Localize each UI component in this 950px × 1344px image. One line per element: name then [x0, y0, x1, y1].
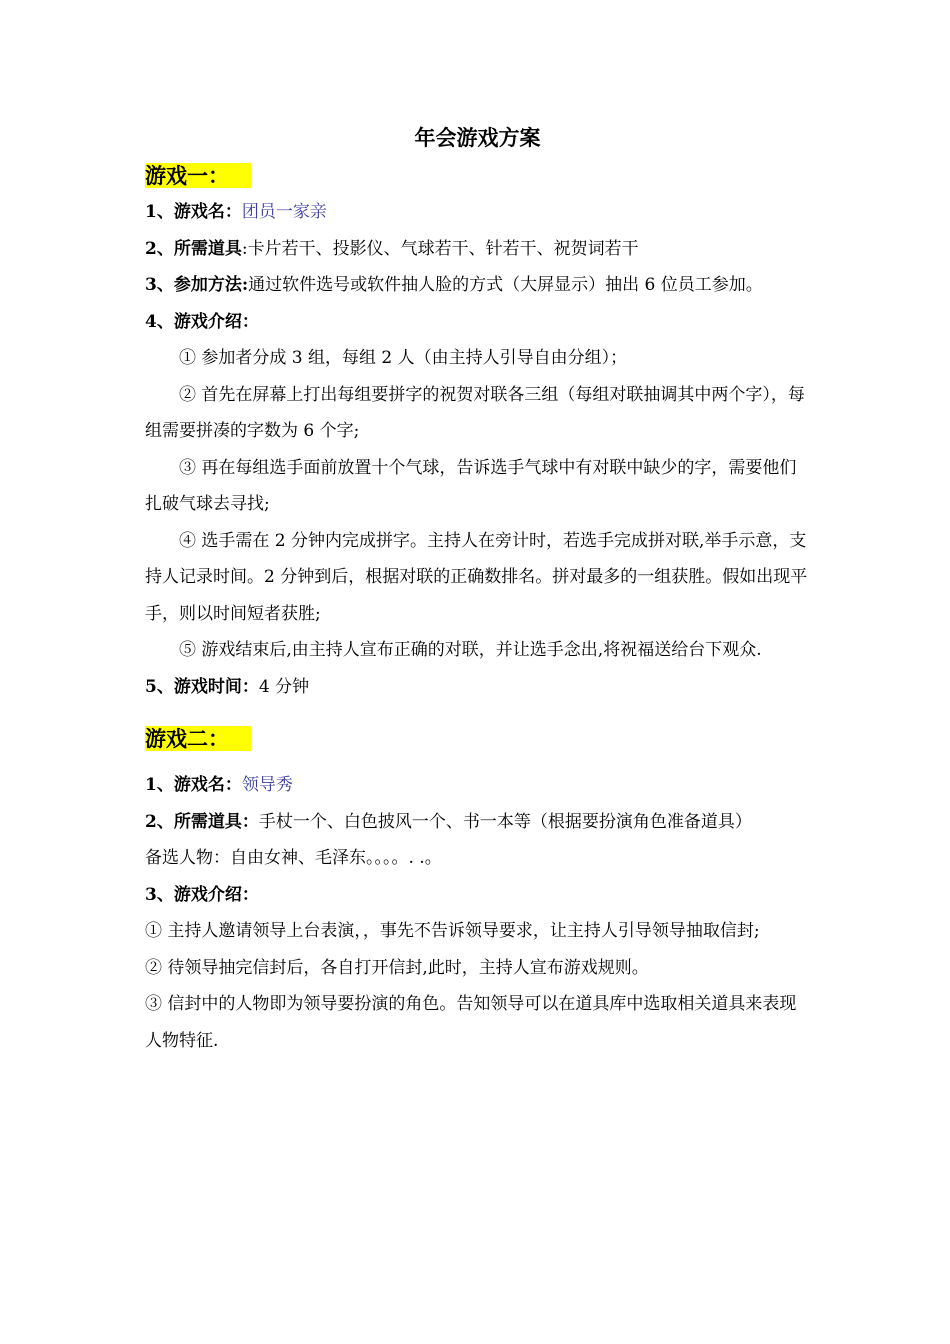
game2-candidates-line: 备选人物：自由女神、毛泽东。。。。. .。 [145, 848, 442, 868]
game1-heading-text: 游戏一： [145, 163, 251, 188]
game1-time-label: 5、游戏时间： [145, 676, 259, 697]
game1-time-value: 4 分钟 [258, 676, 310, 697]
game2-heading-text: 游戏二： [145, 726, 251, 751]
game2-props-value: 手杖一个、白色披风一个、书一本等（根据要扮演角色准备道具） [258, 811, 752, 832]
document-title: 年会游戏方案 [414, 125, 541, 150]
game2-section [145, 719, 810, 1059]
document-page [145, 118, 810, 1059]
game1-method-label: 3、参加方法: [145, 275, 249, 295]
game2-intro-item: ③ 信封中的人物即为领导要扮演的角色。告知领导可以在道具库中选取相关道具来表现人物特征. [145, 994, 797, 1051]
game1-time-line [145, 669, 810, 706]
game2-heading [145, 719, 810, 759]
game2-props-label: 2、所需道具： [145, 811, 259, 832]
game1-name-value: 团员一家亲 [241, 202, 327, 222]
game2-props-line [145, 804, 810, 841]
game1-name-label: 1、游戏名： [145, 202, 242, 222]
game1-intro-item: ④ 选手需在 2 分钟内完成拼字。主持人在旁计时，若选手完成拼对联,举手示意，支持人记录时间。2 分钟到后，根据对联的正确数排名。拼对最多的一组获胜。假如出现平手，则以时间短者获胜; [145, 530, 808, 624]
game1-props-label: 2、所需道具 [145, 238, 242, 259]
game1-intro-item: ⑤ 游戏结束后,由主持人宣布正确的对联，并让选手念出,将祝福送给台下观众. [179, 640, 762, 660]
game1-intro-item: ③ 再在每组选手面前放置十个气球，告诉选手气球中有对联中缺少的字，需要他们扎破气球去寻找; [145, 457, 797, 514]
game1-intro-item: ① 参加者分成 3 组，每组 2 人（由主持人引导自由分组）； [179, 348, 628, 368]
game2-intro-label: 3、游戏介绍： [145, 884, 259, 905]
game1-method-line [145, 267, 810, 304]
game1-intro-item: ② 首先在屏幕上打出每组要拼字的祝贺对联各三组（每组对联抽调其中两个字），每组需要拼凑的字数为 6 个字; [145, 384, 805, 441]
game1-props-line [145, 231, 810, 268]
game2-intro-item: ① 主持人邀请领导上台表演，，事先不告诉领导要求，让主持人引导领导抽取信封; [145, 921, 760, 941]
game2-name-line [145, 767, 810, 804]
game2-name-label: 1、游戏名： [145, 775, 242, 795]
game1-intro-label: 4、游戏介绍： [145, 311, 259, 332]
game1-props-value: :卡片若干、投影仪、气球若干、针若干、祝贺词若干 [241, 238, 639, 259]
game1-section [145, 158, 810, 705]
game1-heading [145, 158, 810, 194]
game1-method-value: 通过软件选号或软件抽人脸的方式（大屏显示）抽出 6 位员工参加。 [248, 275, 763, 295]
game1-name-line [145, 194, 810, 231]
game2-intro-item: ② 待领导抽完信封后，各自打开信封,此时，主持人宣布游戏规则。 [145, 957, 649, 978]
game2-name-value: 领导秀 [241, 775, 293, 795]
